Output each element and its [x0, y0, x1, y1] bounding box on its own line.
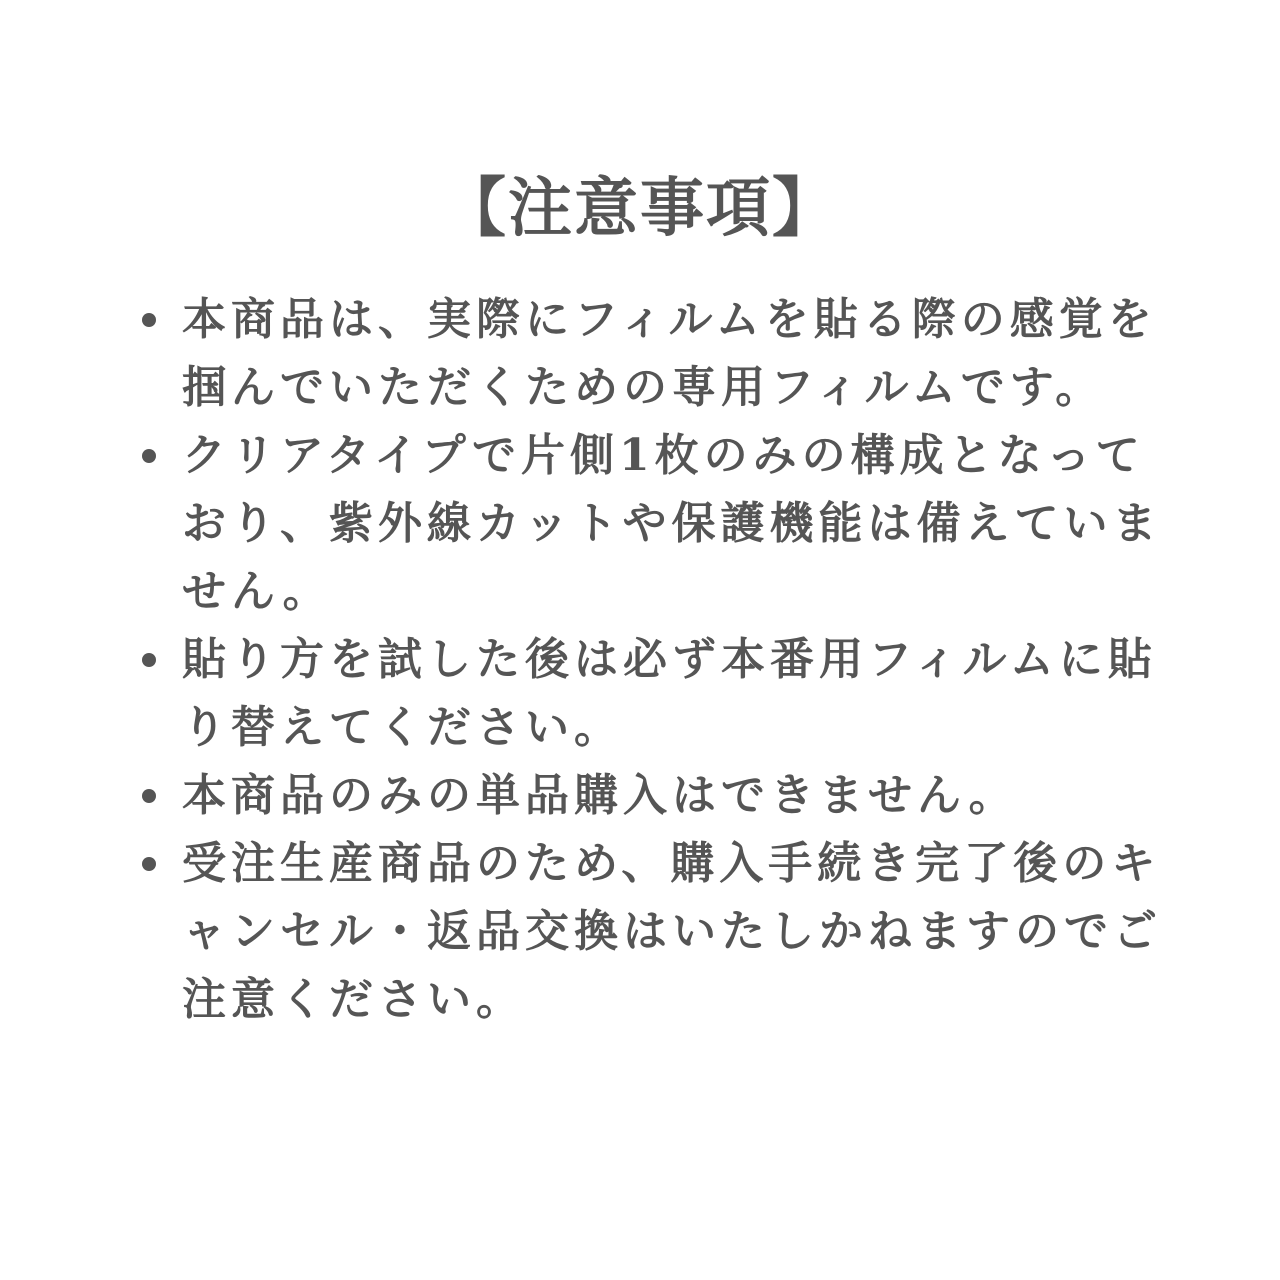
list-item — [0, 830, 1280, 1034]
list-item — [0, 762, 1280, 830]
note-text: クリアタイプで片側1枚のみの構成となっており、紫外線カットや保護機能は備えていません。 — [182, 430, 1162, 617]
list-item — [0, 286, 1280, 422]
note-text: 受注生産商品のため、購入手続き完了後のキャンセル・返品交換はいたしかねますのでご注意ください。 — [182, 838, 1162, 1025]
note-text: 本商品のみの単品購入はできません。 — [182, 770, 1018, 821]
bullet-icon — [142, 653, 156, 667]
page-title: 【注意事項】 — [442, 170, 838, 246]
bullet-icon — [142, 449, 156, 463]
list-item — [0, 626, 1280, 762]
bullet-icon — [142, 313, 156, 327]
note-text: 貼り方を試した後は必ず本番用フィルムに貼り替えてください。 — [182, 634, 1157, 753]
bullet-icon — [142, 857, 156, 871]
bullet-icon — [142, 789, 156, 803]
list-item — [0, 422, 1280, 626]
note-text: 本商品は、実際にフィルムを貼る際の感覚を掴んでいただくための専用フィルムです。 — [182, 294, 1157, 413]
notes-list — [0, 286, 1280, 1034]
